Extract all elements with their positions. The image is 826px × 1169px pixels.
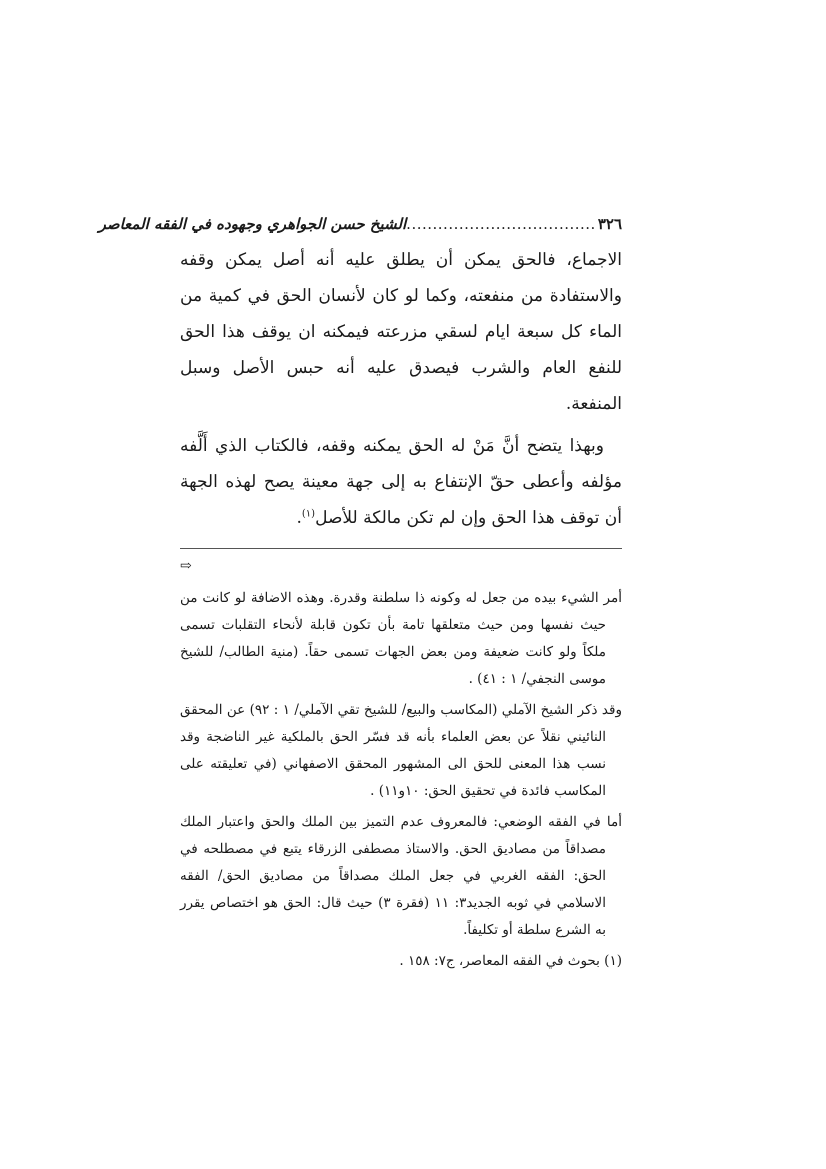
- body-paragraph: الاجماع، فالحق يمكن أن يطلق عليه أنه أصل يمكن وقفه والاستفادة من منفعته، وكما لو كان لأنسان الحق في كمية من الماء كل سبعة ايام لسقي مزرعته فيمكنه ان يوقف هذا الحق للنفع العام والشرب فيصدق عليه أنه حبس الأصل وسبل المنفعة.: [180, 250, 622, 414]
- footnote-item: أمر الشيء بيده من جعل له وكونه ذا سلطنة وقدرة. وهذه الاضافة لو كانت من حيث نفسها ومن حيث متعلقها تامة بأن تكون قابلة لأنحاء التقلبات تسمى ملكاً ولو كانت ضعيفة ومن بعض الجهات تسمى حقاً. (منية الطالب/ للشيخ موسى النجفي/ ١ : ٤١) .: [180, 590, 622, 687]
- footnote-reference-1[interactable]: (١): [301, 508, 316, 520]
- main-text: [180, 242, 622, 536]
- body-paragraph-end: .: [296, 508, 302, 528]
- header-leader-dots: ....................................: [406, 215, 596, 233]
- footnote-item: وقد ذكر الشيخ الآملي (المكاسب والبيع/ للشيخ تقي الآملي/ ١ : ٩٢) عن المحقق النائيني نقلاً عن بعض العلماء بأنه قد فسّر الحق بالملكية غير الناضجة وقد نسب هذا المعنى للحق الى المشهور المحقق الاصفهاني (في تعليقته على المكاسب فائدة في تحقيق الحق: ١٠و١١) .: [180, 702, 622, 799]
- page-number: ٣٢٦: [597, 215, 622, 233]
- footnote-item: (١) بحوث في الفقه المعاصر، ج٧: ١٥٨ .: [399, 953, 622, 969]
- book-page: [98, 212, 622, 979]
- footnote-item: أما في الفقه الوضعي: فالمعروف عدم التميز بين الملك والحق واعتبار الملك مصداقاً من مصاديق الحق. والاستاذ مصطفى الزرقاء يتبع في مصطلحه في الحق: الفقه الغربي في جعل الملك مصداقاً من مصاديق الحق/ الفقه الاسلامي في ثوبه الجديد٣: ١١ (فقرة ٣) حيث قال: الحق هو اختصاص يقرر به الشرع سلطة أو تكليفاً.: [180, 814, 622, 938]
- body-paragraph: [180, 428, 622, 536]
- body-paragraph-text: وبهذا يتضح أنَّ مَنْ له الحق يمكنه وقفه، فالكتاب الذي أَلَّفه مؤلفه وأعطى حقّ الإنتفاع به إلى جهة معينة يصح لهذه الجهة أن توقف هذا الحق وإن لم تكن مالكة للأصل: [180, 436, 622, 528]
- running-header-title: الشيخ حسن الجواهري وجهوده في الفقه المعاصر: [98, 215, 407, 233]
- continuation-arrow-icon: ⇨: [180, 558, 192, 574]
- running-header: [98, 212, 622, 236]
- footnotes: [180, 585, 622, 975]
- footnote-separator-rule: [180, 548, 622, 549]
